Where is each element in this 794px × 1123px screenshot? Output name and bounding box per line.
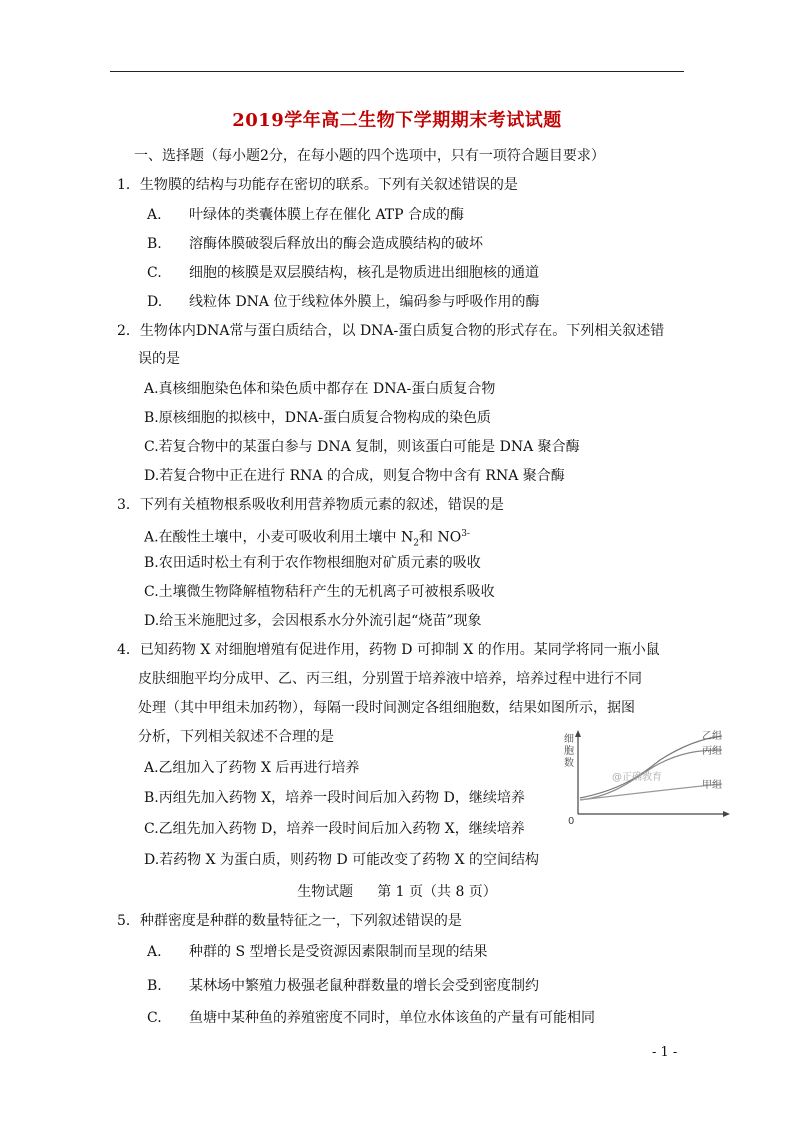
section-heading: 一、选择题（每小题2分，在每小题的四个选项中，只有一项符合题目要求） xyxy=(134,148,605,164)
q1-option-c: C. 细胞的核膜是双层膜结构，核孔是物质进出细胞核的通道 xyxy=(147,265,539,281)
watermark: @正确教育 xyxy=(612,772,662,783)
q2-option-b: B.原核细胞的拟核中，DNA-蛋白质复合物构成的染色质 xyxy=(144,410,492,426)
q1-option-b: B. 溶酶体膜破裂后释放出的酶会造成膜结构的破坏 xyxy=(147,236,483,252)
q4-stem-line1: 4．已知药物 X 对细胞增殖有促进作用，药物 D 可抑制 X 的作用。某同学将同一瓶小鼠 xyxy=(117,642,660,658)
series-line-yi xyxy=(580,736,722,798)
q3-option-a: A.在酸性土壤中，小麦可吸收利用土壤中 $N_2$和 $NO^{3-}$ xyxy=(144,529,470,549)
series-label-yi: 乙组 xyxy=(702,731,722,742)
q4-option-b: B.丙组先加入药物 X，培养一段时间后加入药物 D，继续培养 xyxy=(144,790,525,806)
q2-option-d: D.若复合物中正在进行 RNA 的合成，则复合物中含有 RNA 聚合酶 xyxy=(144,468,565,484)
q3-stem: 3．下列有关植物根系吸收利用营养物质元素的叙述，错误的是 xyxy=(117,497,504,513)
page-title: 2019学年高二生物下学期期末考试试题 xyxy=(232,110,562,131)
q4-option-a: A.乙组加入了药物 X 后再进行培养 xyxy=(144,760,360,776)
q5-option-b: B. 某林场中繁殖力极强老鼠种群数量的增长会受到密度制约 xyxy=(147,978,539,994)
q4-stem-line2: 皮肤细胞平均分成甲、乙、丙三组，分别置于培养液中培养，培养过程中进行不同 xyxy=(138,671,642,687)
q2-option-c: C.若复合物中的某蛋白参与 DNA 复制，则该蛋白可能是 DNA 聚合酶 xyxy=(144,439,580,455)
q3-option-b: B.农田适时松土有利于农作物根细胞对矿质元素的吸收 xyxy=(144,555,481,571)
q4-stem-line3: 处理（其中甲组未加药物），每隔一段时间测定各组细胞数，结果如图所示，据图 xyxy=(138,700,635,716)
q4-option-c: C.乙组先加入药物 D，培养一段时间后加入药物 X，继续培养 xyxy=(144,821,525,837)
x-axis-arrow xyxy=(723,811,730,817)
q4-stem-line4: 分析，下列相关叙述不合理的是 xyxy=(138,729,334,745)
q5-option-c: C. 鱼塘中某种鱼的养殖密度不同时，单位水体该鱼的产量有可能相同 xyxy=(147,1010,595,1026)
y-axis-label-1: 细 xyxy=(564,734,574,745)
q2-stem-line1: 2．生物体内DNA常与蛋白质结合，以 DNA-蛋白质复合物的形式存在。下列相关叙述错 xyxy=(117,323,665,339)
footer-subject: 生物试题 xyxy=(297,884,354,900)
q3-option-c: C.土壤微生物降解植物秸秆产生的无机离子可被根系吸收 xyxy=(144,584,495,600)
page-footer xyxy=(0,881,794,901)
y-axis-arrow xyxy=(575,730,581,737)
q2-option-a: A.真核细胞染色体和染色质中都存在 DNA-蛋白质复合物 xyxy=(144,381,496,397)
q1-stem: 1．生物膜的结构与功能存在密切的联系。下列有关叙述错误的是 xyxy=(117,177,518,193)
series-line-jia xyxy=(580,784,722,800)
footer-page: 第 1 页（共 8 页） xyxy=(377,884,497,900)
q5-stem: 5．种群密度是种群的数量特征之一，下列叙述错误的是 xyxy=(117,913,462,929)
q2-stem-line2: 误的是 xyxy=(138,351,180,367)
page-number: - 1 - xyxy=(652,1045,678,1060)
q3-option-d: D.给玉米施肥过多，会因根系水分外流引起“烧苗”现象 xyxy=(144,613,482,629)
q1-option-d: D. 线粒体 DNA 位于线粒体外膜上，编码参与呼吸作用的酶 xyxy=(147,294,540,310)
y-axis-label-3: 数 xyxy=(564,758,574,769)
y-axis-label-2: 胞 xyxy=(564,746,574,757)
series-label-jia: 甲组 xyxy=(702,780,722,791)
cell-growth-figure xyxy=(560,730,740,840)
q1-option-a: A. 叶绿体的类囊体膜上存在催化 ATP 合成的酶 xyxy=(147,207,465,223)
series-label-bing: 丙组 xyxy=(702,746,722,757)
q4-option-d: D.若药物 X 为蛋白质，则药物 D 可能改变了药物 X 的空间结构 xyxy=(144,852,540,868)
q5-option-a: A. 种群的 S 型增长是受资源因素限制而呈现的结果 xyxy=(147,944,488,960)
origin-label: 0 xyxy=(568,816,575,827)
header-rule xyxy=(110,71,684,72)
